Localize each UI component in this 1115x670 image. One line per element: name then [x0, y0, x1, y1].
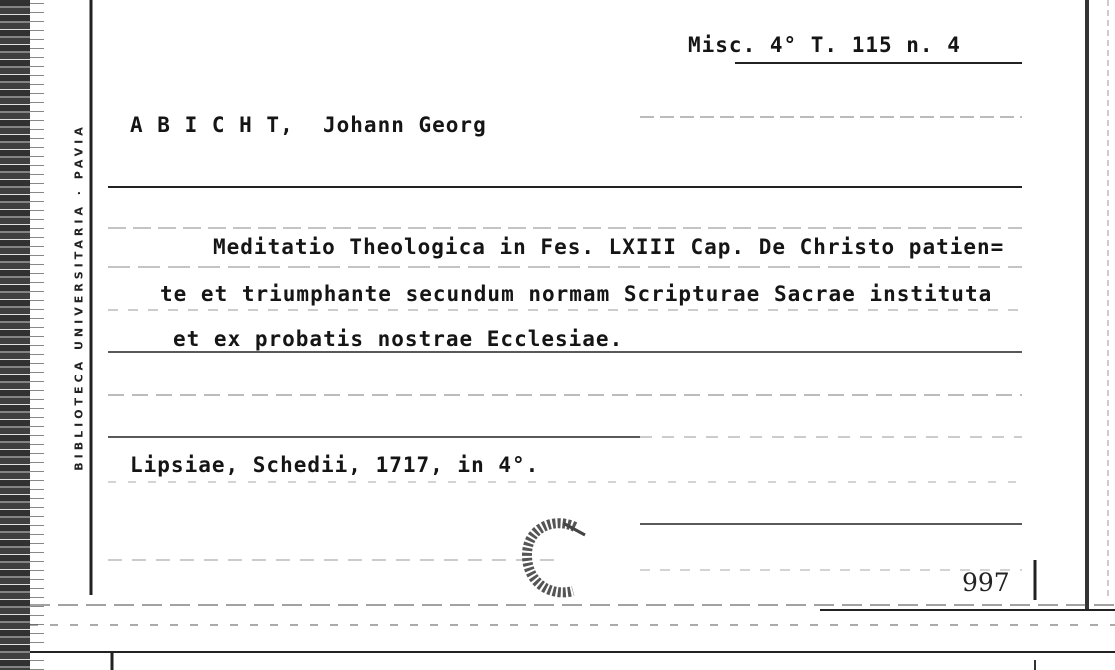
author-surname: A B I C H T,: [130, 113, 294, 137]
shelfmark: Misc. 4° T. 115 n. 4: [688, 33, 961, 57]
library-stamp-vertical: BIBLIOTECA UNIVERSITARIA · PAVIA: [72, 123, 86, 471]
title-line-2: te et triumphante secundum normam Scripturae Sacrae instituta: [160, 282, 993, 306]
author-given-name: Johann Georg: [323, 113, 487, 137]
title-line-1: Meditatio Theologica in Fes. LXIII Cap. De Christo patien=: [213, 235, 1005, 259]
imprint: Lipsiae, Schedii, 1717, in 4°.: [130, 453, 540, 477]
library-stamp-mark: [515, 515, 595, 605]
catalog-number: 997: [962, 568, 1010, 597]
title-line-3: et ex probatis nostrae Ecclesiae.: [173, 327, 624, 351]
